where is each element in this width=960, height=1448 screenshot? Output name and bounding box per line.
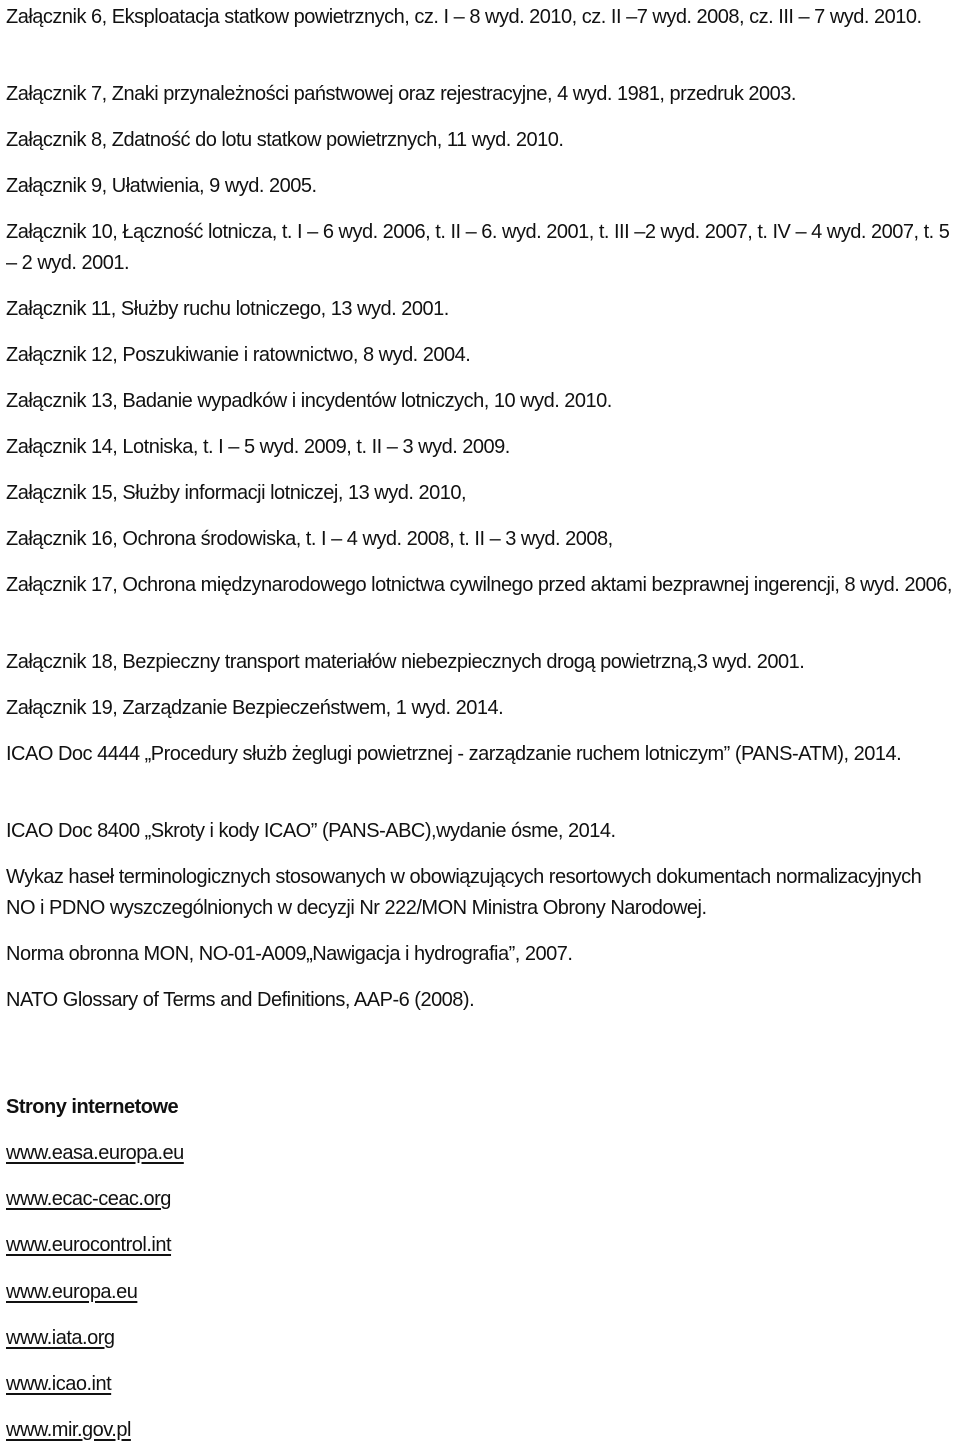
reference-item: Wykaz haseł terminologicznych stosowanych w obowiązujących resortowych dokumentach normalizacyjnych NO i PDNO wyszczególnionych w decyzji Nr 222/MON Ministra Obrony Narodowej. (6, 866, 922, 919)
website-link[interactable]: www.easa.europa.eu (6, 1142, 184, 1164)
website-link[interactable]: www.ecac-ceac.org (6, 1188, 171, 1210)
website-link[interactable]: www.icao.int (6, 1373, 112, 1395)
section-heading: Strony internetowe (6, 1096, 179, 1118)
reference-item: Załącznik 7, Znaki przynależności państwowej oraz rejestracyjne, 4 wyd. 1981, przedruk 2003. (6, 83, 796, 105)
reference-item: Załącznik 10, Łączność lotnicza, t. I – 6 wyd. 2006, t. II – 6. wyd. 2001, t. III –2 wyd. 2007, t. IV – 4 wyd. 2007, t. 5 – 2 wyd. 2001. (6, 221, 950, 274)
reference-item: Załącznik 9, Ułatwienia, 9 wyd. 2005. (6, 175, 317, 197)
website-link[interactable]: www.europa.eu (6, 1281, 138, 1303)
website-link[interactable]: www.mir.gov.pl (6, 1419, 131, 1441)
reference-item: Załącznik 13, Badanie wypadków i incydentów lotniczych, 10 wyd. 2010. (6, 390, 612, 412)
reference-item: Załącznik 6, Eksploatacja statkow powietrznych, cz. I – 8 wyd. 2010, cz. II –7 wyd. 2008, cz. III – 7 wyd. 2010. (6, 6, 922, 28)
website-link[interactable]: www.iata.org (6, 1327, 115, 1349)
reference-item: Załącznik 18, Bezpieczny transport materiałów niebezpiecznych drogą powietrzną,3 wyd. 2001. (6, 651, 805, 673)
reference-item: Załącznik 12, Poszukiwanie i ratownictwo, 8 wyd. 2004. (6, 344, 471, 366)
reference-item: Załącznik 14, Lotniska, t. I – 5 wyd. 2009, t. II – 3 wyd. 2009. (6, 436, 510, 458)
reference-item: Załącznik 11, Służby ruchu lotniczego, 13 wyd. 2001. (6, 298, 449, 320)
reference-item: ICAO Doc 8400 „Skroty i kody ICAO” (PANS-ABC),wydanie ósme, 2014. (6, 820, 616, 842)
reference-item: Załącznik 15, Służby informacji lotniczej, 13 wyd. 2010, (6, 482, 467, 504)
reference-item: Załącznik 17, Ochrona międzynarodowego lotnictwa cywilnego przed aktami bezprawnej ingerencji, 8 wyd. 2006, (6, 574, 952, 596)
website-link[interactable]: www.eurocontrol.int (6, 1234, 172, 1256)
reference-item: Załącznik 16, Ochrona środowiska, t. I – 4 wyd. 2008, t. II – 3 wyd. 2008, (6, 528, 613, 550)
reference-item: NATO Glossary of Terms and Definitions, AAP-6 (2008). (6, 989, 475, 1011)
reference-item: Załącznik 19, Zarządzanie Bezpieczeństwem, 1 wyd. 2014. (6, 697, 504, 719)
reference-item: Załącznik 8, Zdatność do lotu statkow powietrznych, 11 wyd. 2010. (6, 129, 564, 151)
reference-item: ICAO Doc 4444 „Procedury służb żeglugi powietrznej - zarządzanie ruchem lotniczym” (PANS-ATM), 2014. (6, 743, 902, 765)
reference-item: Norma obronna MON, NO-01-A009„Nawigacja i hydrografia”, 2007. (6, 943, 573, 965)
